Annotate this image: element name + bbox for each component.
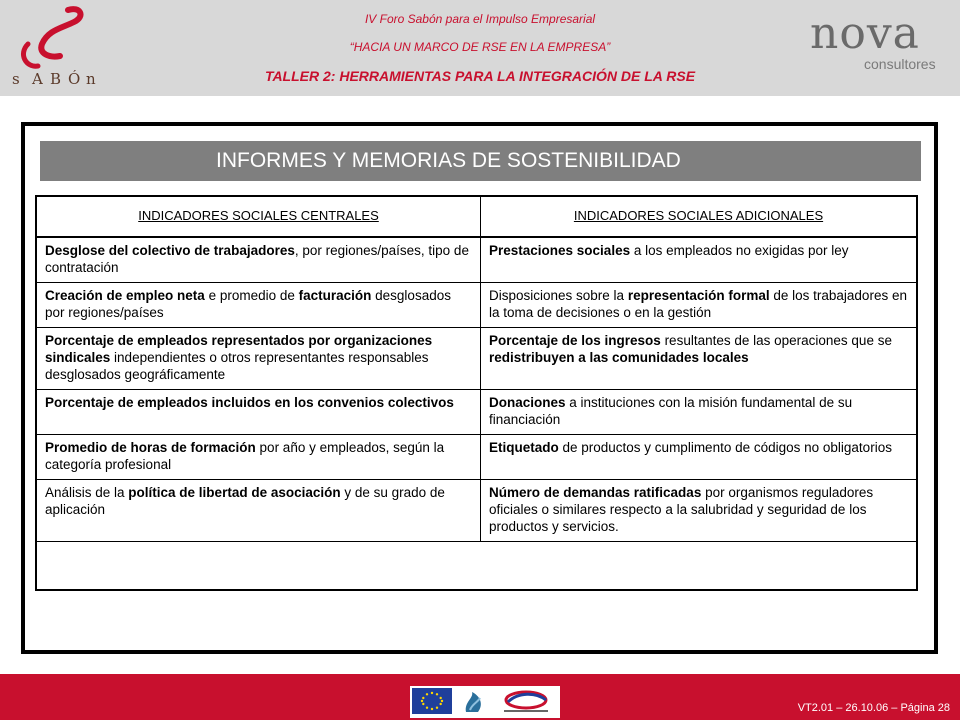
indicator-text-bold: redistribuyen a las comunidades locales bbox=[489, 349, 749, 365]
sabon-letter: A bbox=[32, 70, 43, 88]
additional-indicator-cell bbox=[481, 389, 917, 434]
eu-flag-logo bbox=[412, 688, 452, 714]
eu-stars-icon bbox=[412, 688, 452, 714]
nova-logo-subtitle: consultores bbox=[864, 56, 936, 72]
indicator-text-bold: Porcentaje de empleados representados por organizaciones sindicales bbox=[45, 332, 433, 365]
indicator-text-bold: Porcentaje de empleados incluidos en los convenios colectivos bbox=[45, 394, 454, 410]
indicator-text: resultantes de las operaciones que se bbox=[660, 332, 892, 348]
indicator-text-bold: Etiquetado bbox=[489, 439, 559, 455]
central-indicator-cell bbox=[37, 434, 481, 479]
nova-consultores-logo bbox=[800, 8, 950, 76]
indicator-text-bold: Creación de empleo neta bbox=[45, 287, 205, 303]
column-header-additional: INDICADORES SOCIALES ADICIONALES bbox=[481, 197, 917, 237]
header-workshop-title: TALLER 2: HERRAMIENTAS PARA LA INTEGRACIÓN DE LA RSE bbox=[264, 68, 696, 84]
indicator-text: independientes o otros representantes responsables desglosados geográficamente bbox=[45, 349, 429, 382]
indicator-text-bold: Desglose del colectivo de trabajadores bbox=[45, 242, 295, 258]
indicator-text: a instituciones con la misión fundamental de su financiación bbox=[489, 394, 853, 427]
sabon-letter: B bbox=[50, 70, 62, 88]
indicator-text-bold: representación formal bbox=[627, 287, 770, 303]
central-indicator-cell bbox=[37, 479, 481, 541]
program-logo bbox=[496, 688, 556, 716]
central-indicator-cell bbox=[37, 327, 481, 389]
indicator-text: , por regiones/países, tipo de contratación bbox=[45, 242, 469, 275]
additional-indicator-cell bbox=[481, 327, 917, 389]
sabon-letter: s bbox=[12, 70, 20, 88]
indicators-table bbox=[36, 196, 917, 542]
indicator-text: Disposiciones sobre la bbox=[489, 287, 628, 303]
indicator-text: e promedio de bbox=[204, 287, 299, 303]
indicator-text: a los empleados no exigidas por ley bbox=[630, 242, 849, 258]
indicator-text: y de su grado de aplicación bbox=[45, 484, 445, 517]
table-row bbox=[37, 282, 917, 327]
page-number-label: VT2.01 – 26.10.06 – Página 28 bbox=[797, 702, 950, 714]
header-forum-name: IV Foro Sabón para el Impulso Empresarial bbox=[364, 12, 596, 26]
table-body bbox=[37, 237, 917, 542]
indicator-text: por año y empleados, según la categoría profesional bbox=[45, 439, 445, 472]
indicator-text-bold: política de libertad de asociación bbox=[128, 484, 341, 500]
table-row bbox=[37, 479, 917, 541]
indicator-text: por organismos reguladores oficiales o similares respecto a la salubridad y seguridad de los productos y servicios. bbox=[489, 484, 874, 534]
sabon-letter: n bbox=[86, 70, 96, 88]
table-header-row bbox=[37, 197, 917, 237]
central-indicator-cell bbox=[37, 237, 481, 283]
sabon-letter: Ó bbox=[68, 70, 81, 88]
indicator-text-bold: Porcentaje de los ingresos bbox=[489, 332, 661, 348]
indicator-text-bold: facturación bbox=[298, 287, 372, 303]
indicator-text-bold: Promedio de horas de formación bbox=[45, 439, 256, 455]
indicator-text: de los trabajadores en la toma de decisiones o en la gestión bbox=[489, 287, 907, 320]
additional-indicator-cell bbox=[481, 434, 917, 479]
header-subtitle: “HACIA UN MARCO DE RSE EN LA EMPRESA” bbox=[349, 40, 611, 54]
table-row bbox=[37, 327, 917, 389]
header-band bbox=[0, 0, 960, 96]
slide-title: INFORMES Y MEMORIAS DE SOSTENIBILIDAD bbox=[40, 141, 921, 181]
nova-logo-word: nova bbox=[810, 8, 920, 59]
indicator-text: de productos y cumplimento de códigos no obligatorios bbox=[558, 439, 892, 455]
additional-indicator-cell bbox=[481, 237, 917, 283]
table-row bbox=[37, 434, 917, 479]
indicator-text: desglosados por regiones/países bbox=[45, 287, 451, 320]
indicator-text: Análisis de la bbox=[45, 484, 129, 500]
central-indicator-cell bbox=[37, 389, 481, 434]
indicator-text-bold: Donaciones bbox=[489, 394, 566, 410]
table-row bbox=[37, 237, 917, 283]
indicator-text-bold: Número de demandas ratificadas bbox=[489, 484, 702, 500]
indicator-text-bold: Prestaciones sociales bbox=[489, 242, 631, 258]
central-indicator-cell bbox=[37, 282, 481, 327]
additional-indicator-cell bbox=[481, 282, 917, 327]
regional-agency-logo bbox=[460, 688, 490, 716]
additional-indicator-cell bbox=[481, 479, 917, 541]
column-header-central: INDICADORES SOCIALES CENTRALES bbox=[37, 197, 481, 237]
table-row bbox=[37, 389, 917, 434]
sabon-logo-letters bbox=[12, 70, 96, 92]
